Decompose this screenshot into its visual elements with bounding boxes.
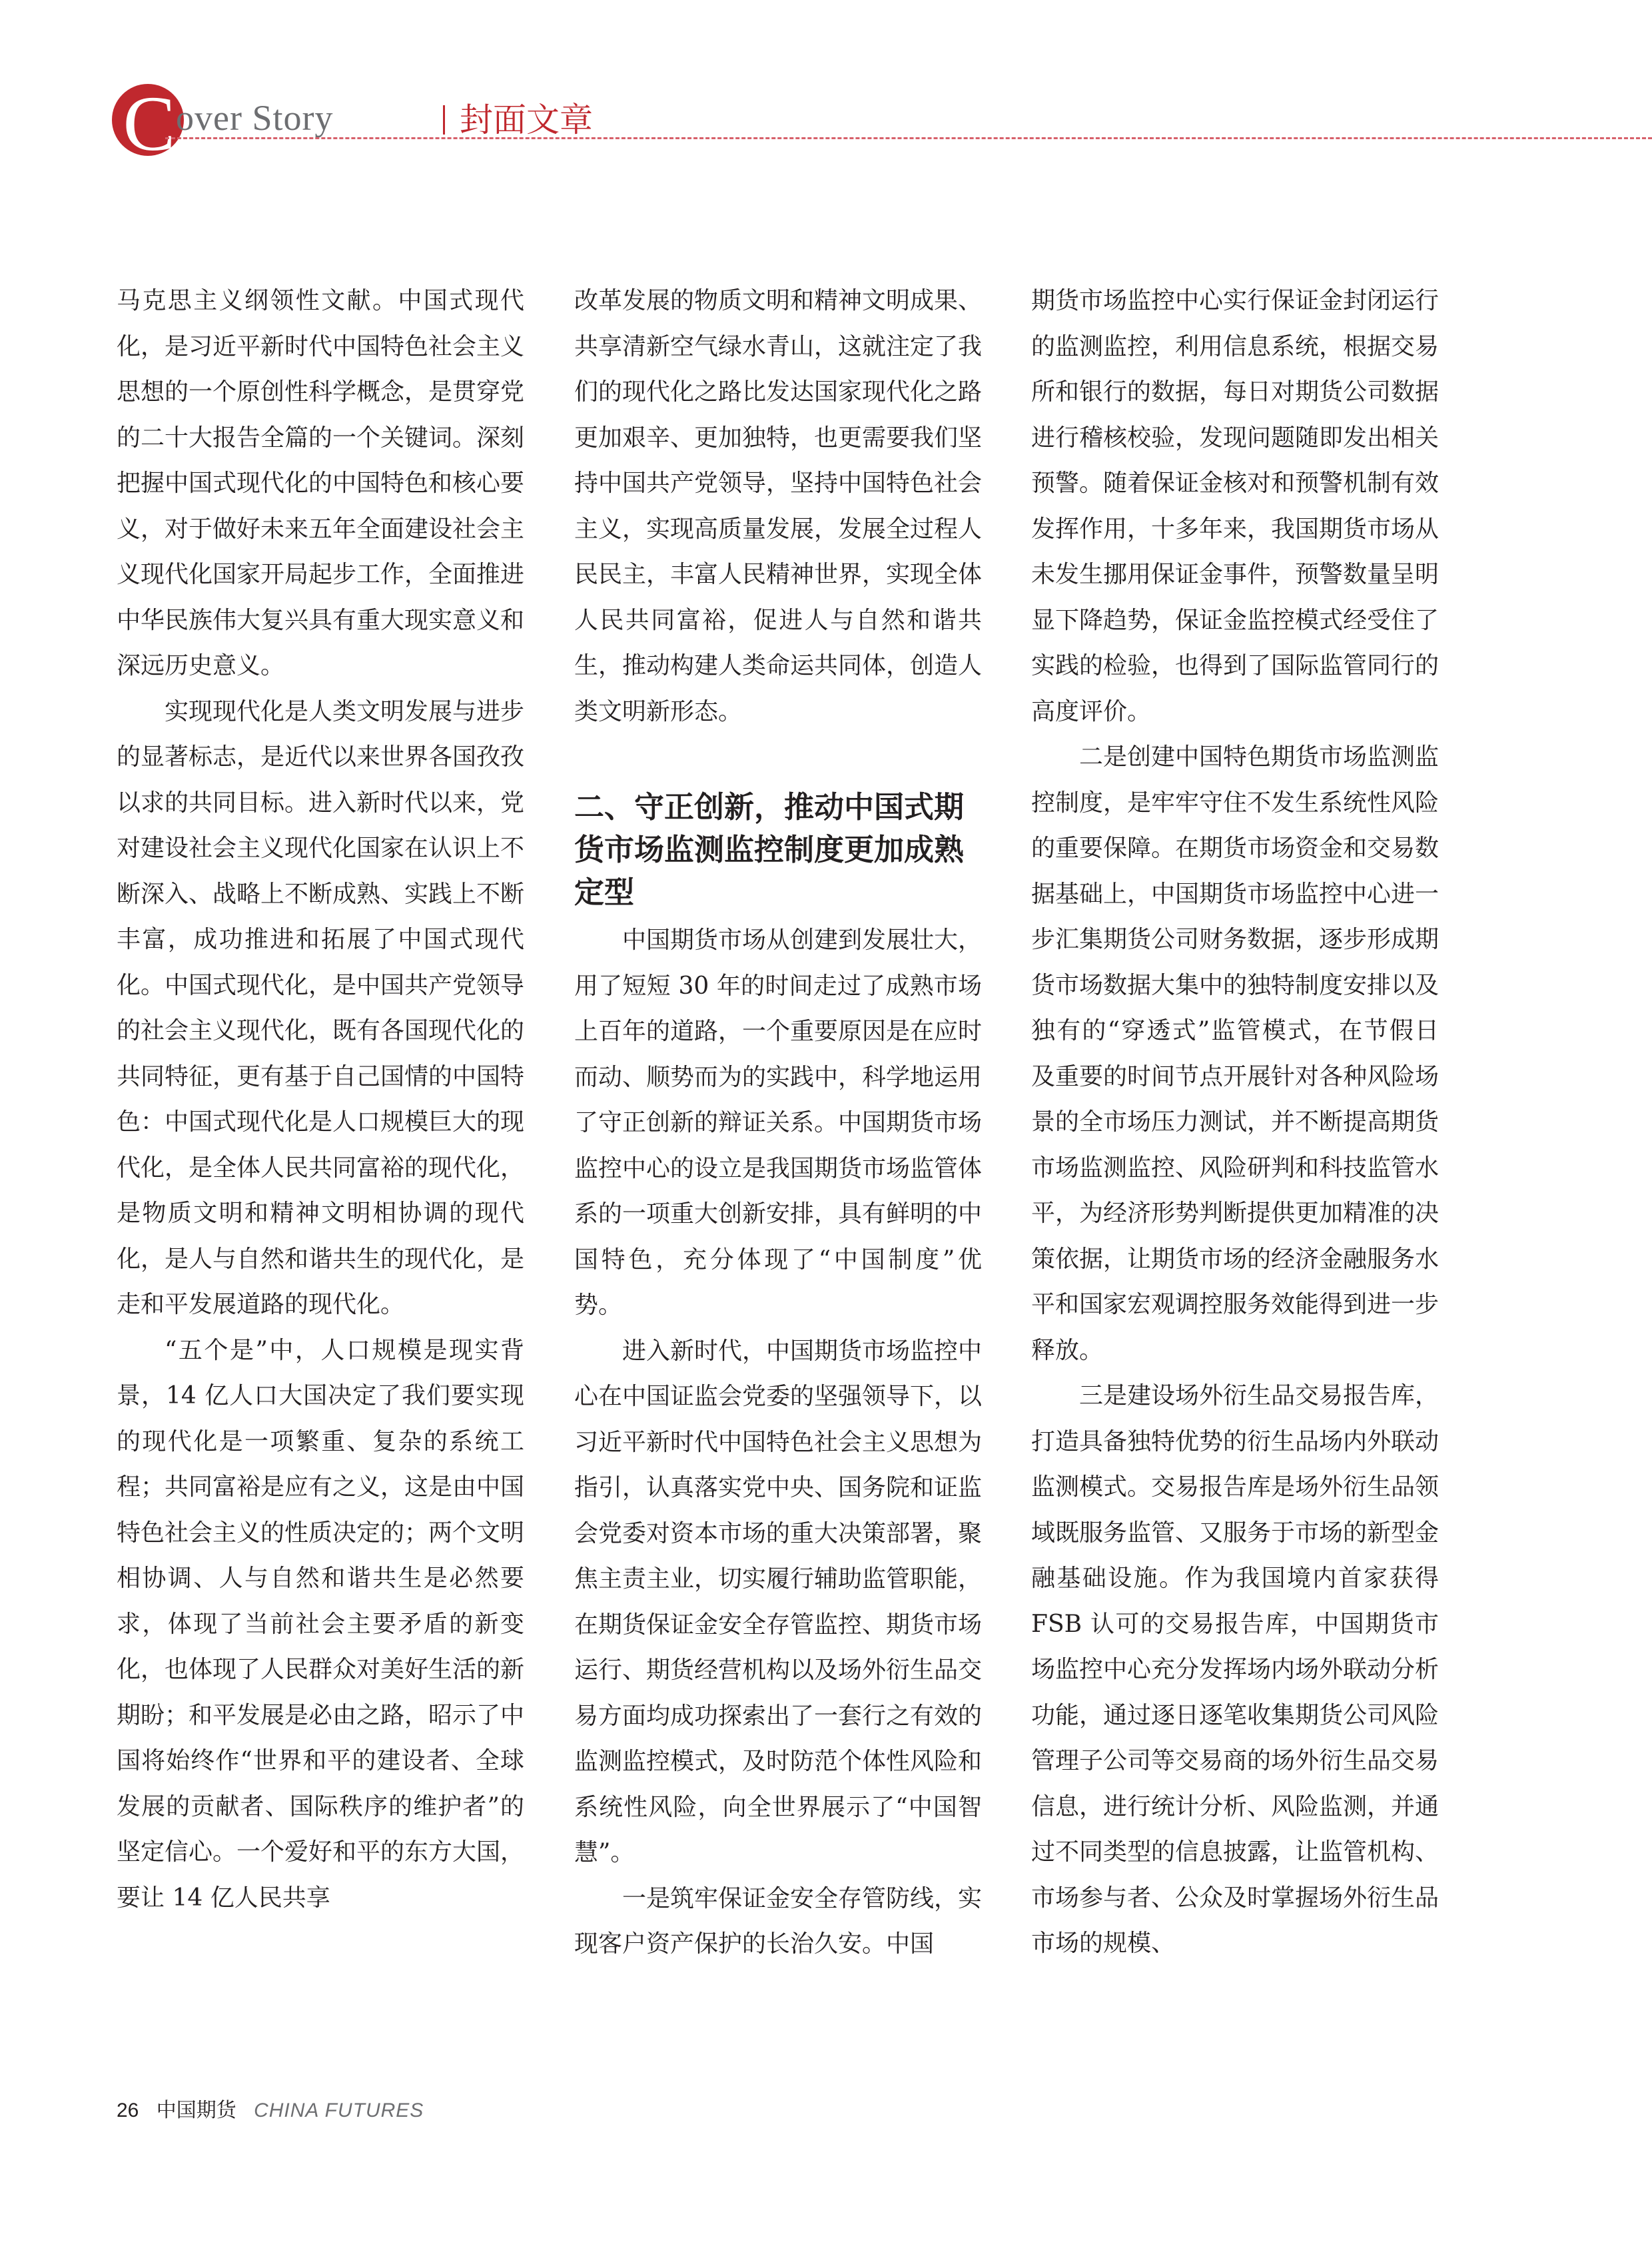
section-heading: 二、守正创新，推动中国式期货市场监测监控制度更加成熟定型	[574, 789, 965, 910]
paragraph: 二是创建中国特色期货市场监测监控制度，是牢牢守住不发生系统性风险的重要保障。在期货市场资金和交易数据基础上，中国期货市场监控中心进一步汇集期货公司财务数据，逐步形成期货市场数据大集中的独特制度安排以及独有的“穿透式”监管模式，在节假日及重要的时间节点开展针对各种风险场景的全市场压力测试，并不断提高期货市场监测监控、风险研判和科技监管水平，为经济形势判断提供更加精准的决策依据，让期货市场的经济金融服务水平和国家宏观调控服务效能得到进一步释放。	[1031, 743, 1440, 1364]
section-title-cn: 封面文章	[460, 101, 593, 139]
paragraph: 进入新时代，中国期货市场监控中心在中国证监会党委的坚强领导下，以习近平新时代中国特色社会主义思想为指引，认真落实党中央、国务院和证监会党委对资本市场的重大决策部署，聚焦主责主业，切实履行辅助监管职能，在期货保证金安全存管监控、期货市场运行、期货经营机构以及场外衍生品交易方面均成功探索出了一套行之有效的监测监控模式，及时防范个体性风险和系统性风险，向全世界展示了“中国智慧”。	[574, 1337, 983, 1866]
magazine-name-en: CHINA FUTURES	[254, 2099, 424, 2121]
paragraph: 三是建设场外衍生品交易报告库，打造具备独特优势的衍生品场内外联动监测模式。交易报告库是场外衍生品领域既服务监管、又服务于市场的新型金融基础设施。作为我国境内首家获得 FSB 认可的交易报告库，中国期货市场监控中心充分发挥场内场外联动分析功能，通过逐日逐笔收集期货公司风险管理子公司等交易商的场外衍生品交易信息，进行统计分析、风险监测，并通过不同类型的信息披露，让监管机构、市场参与者、公众及时掌握场外衍生品市场的规模、	[1031, 1382, 1440, 1957]
logo-letter: C	[123, 80, 176, 167]
page-number: 26	[117, 2099, 139, 2121]
magazine-name-cn: 中国期货	[156, 2099, 236, 2122]
page-header	[112, 79, 1652, 167]
paragraph: 马克思主义纲领性文献。中国式现代化，是习近平新时代中国特色社会主义思想的一个原创性科学概念，是贯穿党的二十大报告全篇的一个关键词。深刻把握中国式现代化的中国特色和核心要义，对于做好未来五年全面建设社会主义现代化国家开局起步工作，全面推进中华民族伟大复兴具有重大现实意义和深远历史意义。	[117, 287, 525, 679]
paragraph: “五个是”中，人口规模是现实背景，14 亿人口大国决定了我们要实现的现代化是一项繁重、复杂的系统工程；共同富裕是应有之义，这是由中国特色社会主义的性质决定的；两个文明相协调、人与自然和谐共生是必然要求，体现了当前社会主要矛盾的新变化，也体现了人民群众对美好生活的新期盼；和平发展是必由之路，昭示了中国将始终作“世界和平的建设者、全球发展的贡献者、国际秩序的维护者”的坚定信心。一个爱好和平的东方大国，要让 14 亿人民共享	[117, 1336, 525, 1912]
header-separator	[443, 105, 445, 135]
section-title-en: over Story	[176, 98, 334, 138]
cover-story-logo	[112, 80, 184, 167]
paragraph: 中国期货市场从创建到发展壮大，用了短短 30 年的时间走过了成熟市场上百年的道路，一个重要原因是在应时而动、顺势而为的实践中，科学地运用了守正创新的辩证关系。中国期货市场监控中心的设立是我国期货市场监管体系的一项重大创新安排，具有鲜明的中国特色，充分体现了“中国制度”优势。	[574, 927, 983, 1319]
page-footer	[117, 2093, 424, 2123]
paragraph: 改革发展的物质文明和精神文明成果、共享清新空气绿水青山，这就注定了我们的现代化之路比发达国家现代化之路更加艰辛、更加独特，也更需要我们坚持中国共产党领导，坚持中国特色社会主义，实现高质量发展，发展全过程人民民主，丰富人民精神世界，实现全体人民共同富裕，促进人与自然和谐共生，推动构建人类命运共同体，创造人类文明新形态。	[574, 287, 983, 725]
paragraph: 一是筑牢保证金安全存管防线，实现客户资产保护的长治久安。中国	[574, 1884, 983, 1958]
header-dashed-rule	[165, 137, 1652, 139]
text-column-1	[117, 278, 524, 1921]
text-column-2	[574, 278, 982, 1968]
text-column-3	[1031, 278, 1439, 1967]
paragraph: 实现现代化是人类文明发展与进步的显著标志，是近代以来世界各国孜孜以求的共同目标。进入新时代以来，党对建设社会主义现代化国家在认识上不断深入、战略上不断成熟、实践上不断丰富，成功推进和拓展了中国式现代化。中国式现代化，是中国共产党领导的社会主义现代化，既有各国现代化的共同特征，更有基于自己国情的中国特色：中国式现代化是人口规模巨大的现代化，是全体人民共同富裕的现代化，是物质文明和精神文明相协调的现代化，是人与自然和谐共生的现代化，是走和平发展道路的现代化。	[117, 697, 525, 1318]
paragraph: 期货市场监控中心实行保证金封闭运行的监测监控，利用信息系统，根据交易所和银行的数据，每日对期货公司数据进行稽核校验，发现问题随即发出相关预警。随着保证金核对和预警机制有效发挥作用，十多年来，我国期货市场从未发生挪用保证金事件，预警数量呈明显下降趋势，保证金监控模式经受住了实践的检验，也得到了国际监管同行的高度评价。	[1031, 287, 1440, 725]
